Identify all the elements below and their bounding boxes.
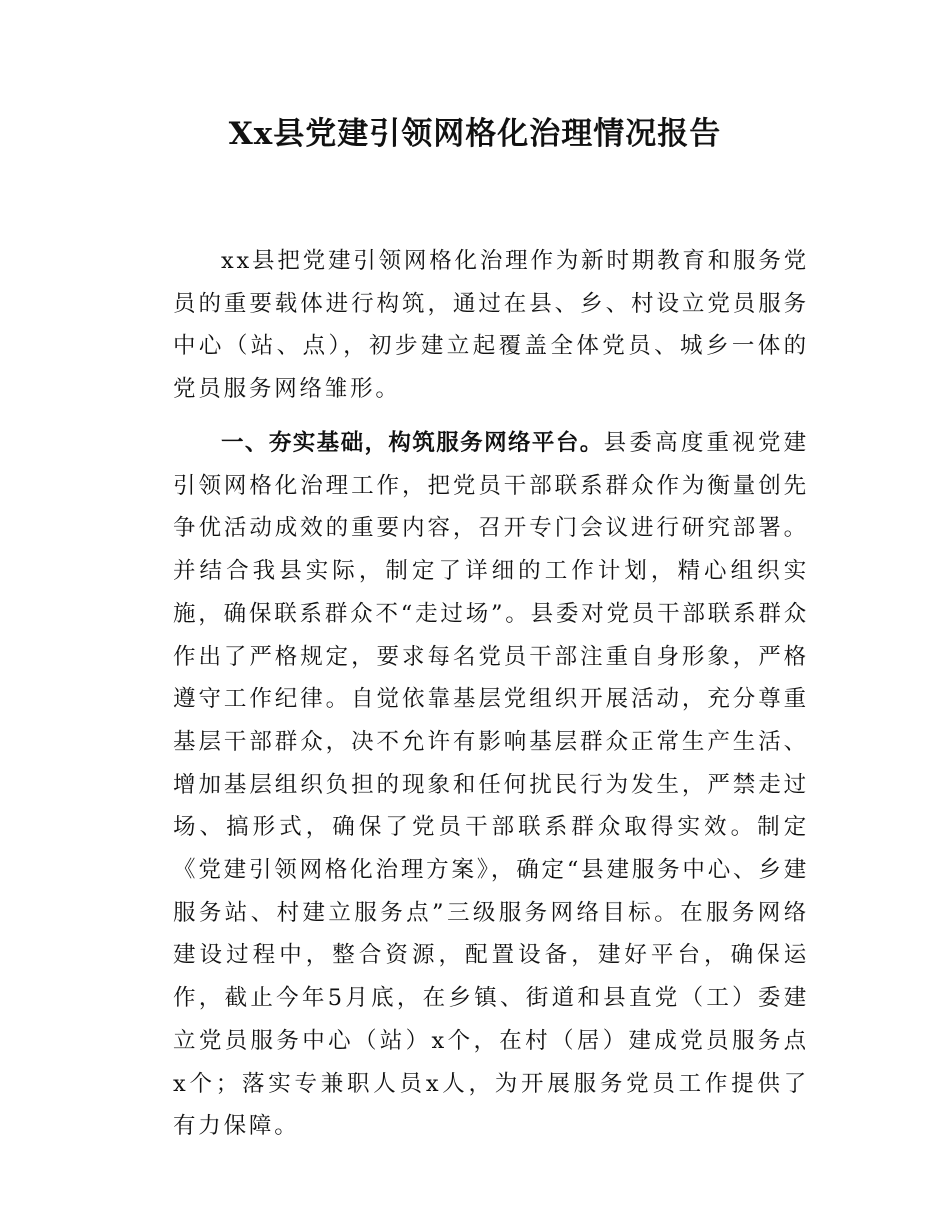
section-one-text: 县委高度重视党建引领网格化治理工作，把党员干部联系群众作为衡量创先争优活动成效的重要内容，召开专门会议进行研究部署。并结合我县实际，制定了详细的工作计划，精心组织实施，确保联系群众不“走过场”。县委对党员干部联系群众作出了严格规定，要求每名党员干部注重自身形象，严格遵守工作纪律。自觉依靠基层党组织开展活动，充分尊重基层干部群众，决不允许有影响基层群众正常生产生活、增加基层组织负担的现象和任何扰民行为发生，严禁走过场、搞形式，确保了党员干部联系群众取得实效。制定《党建引领网格化治理方案》，确定“县建服务中心、乡建服务站、村建立服务点”三级服务网络目标。在服务网络建设过程中，整合资源，配置设备，建好平台，确保运作，截止今年5月底，在乡镇、街道和县直党（工）委建立党员服务中心（站）x个，在村（居）建成党员服务点x个；落实专兼职人员x人，为开展服务党员工作提供了有力保障。 xyxy=(173,430,809,1140)
document-title: Xx县党建引领网格化治理情况报告 xyxy=(228,116,722,152)
section-one-heading: 一、夯实基础，构筑服务网络平台。 xyxy=(221,430,604,456)
paragraph-section-one xyxy=(173,422,809,1148)
paragraph-intro xyxy=(173,240,809,411)
paragraph-intro-text: xx县把党建引领网格化治理作为新时期教育和服务党员的重要载体进行构筑，通过在县、乡、村设立党员服务中心（站、点），初步建立起覆盖全体党员、城乡一体的党员服务网络雏形。 xyxy=(173,248,809,403)
